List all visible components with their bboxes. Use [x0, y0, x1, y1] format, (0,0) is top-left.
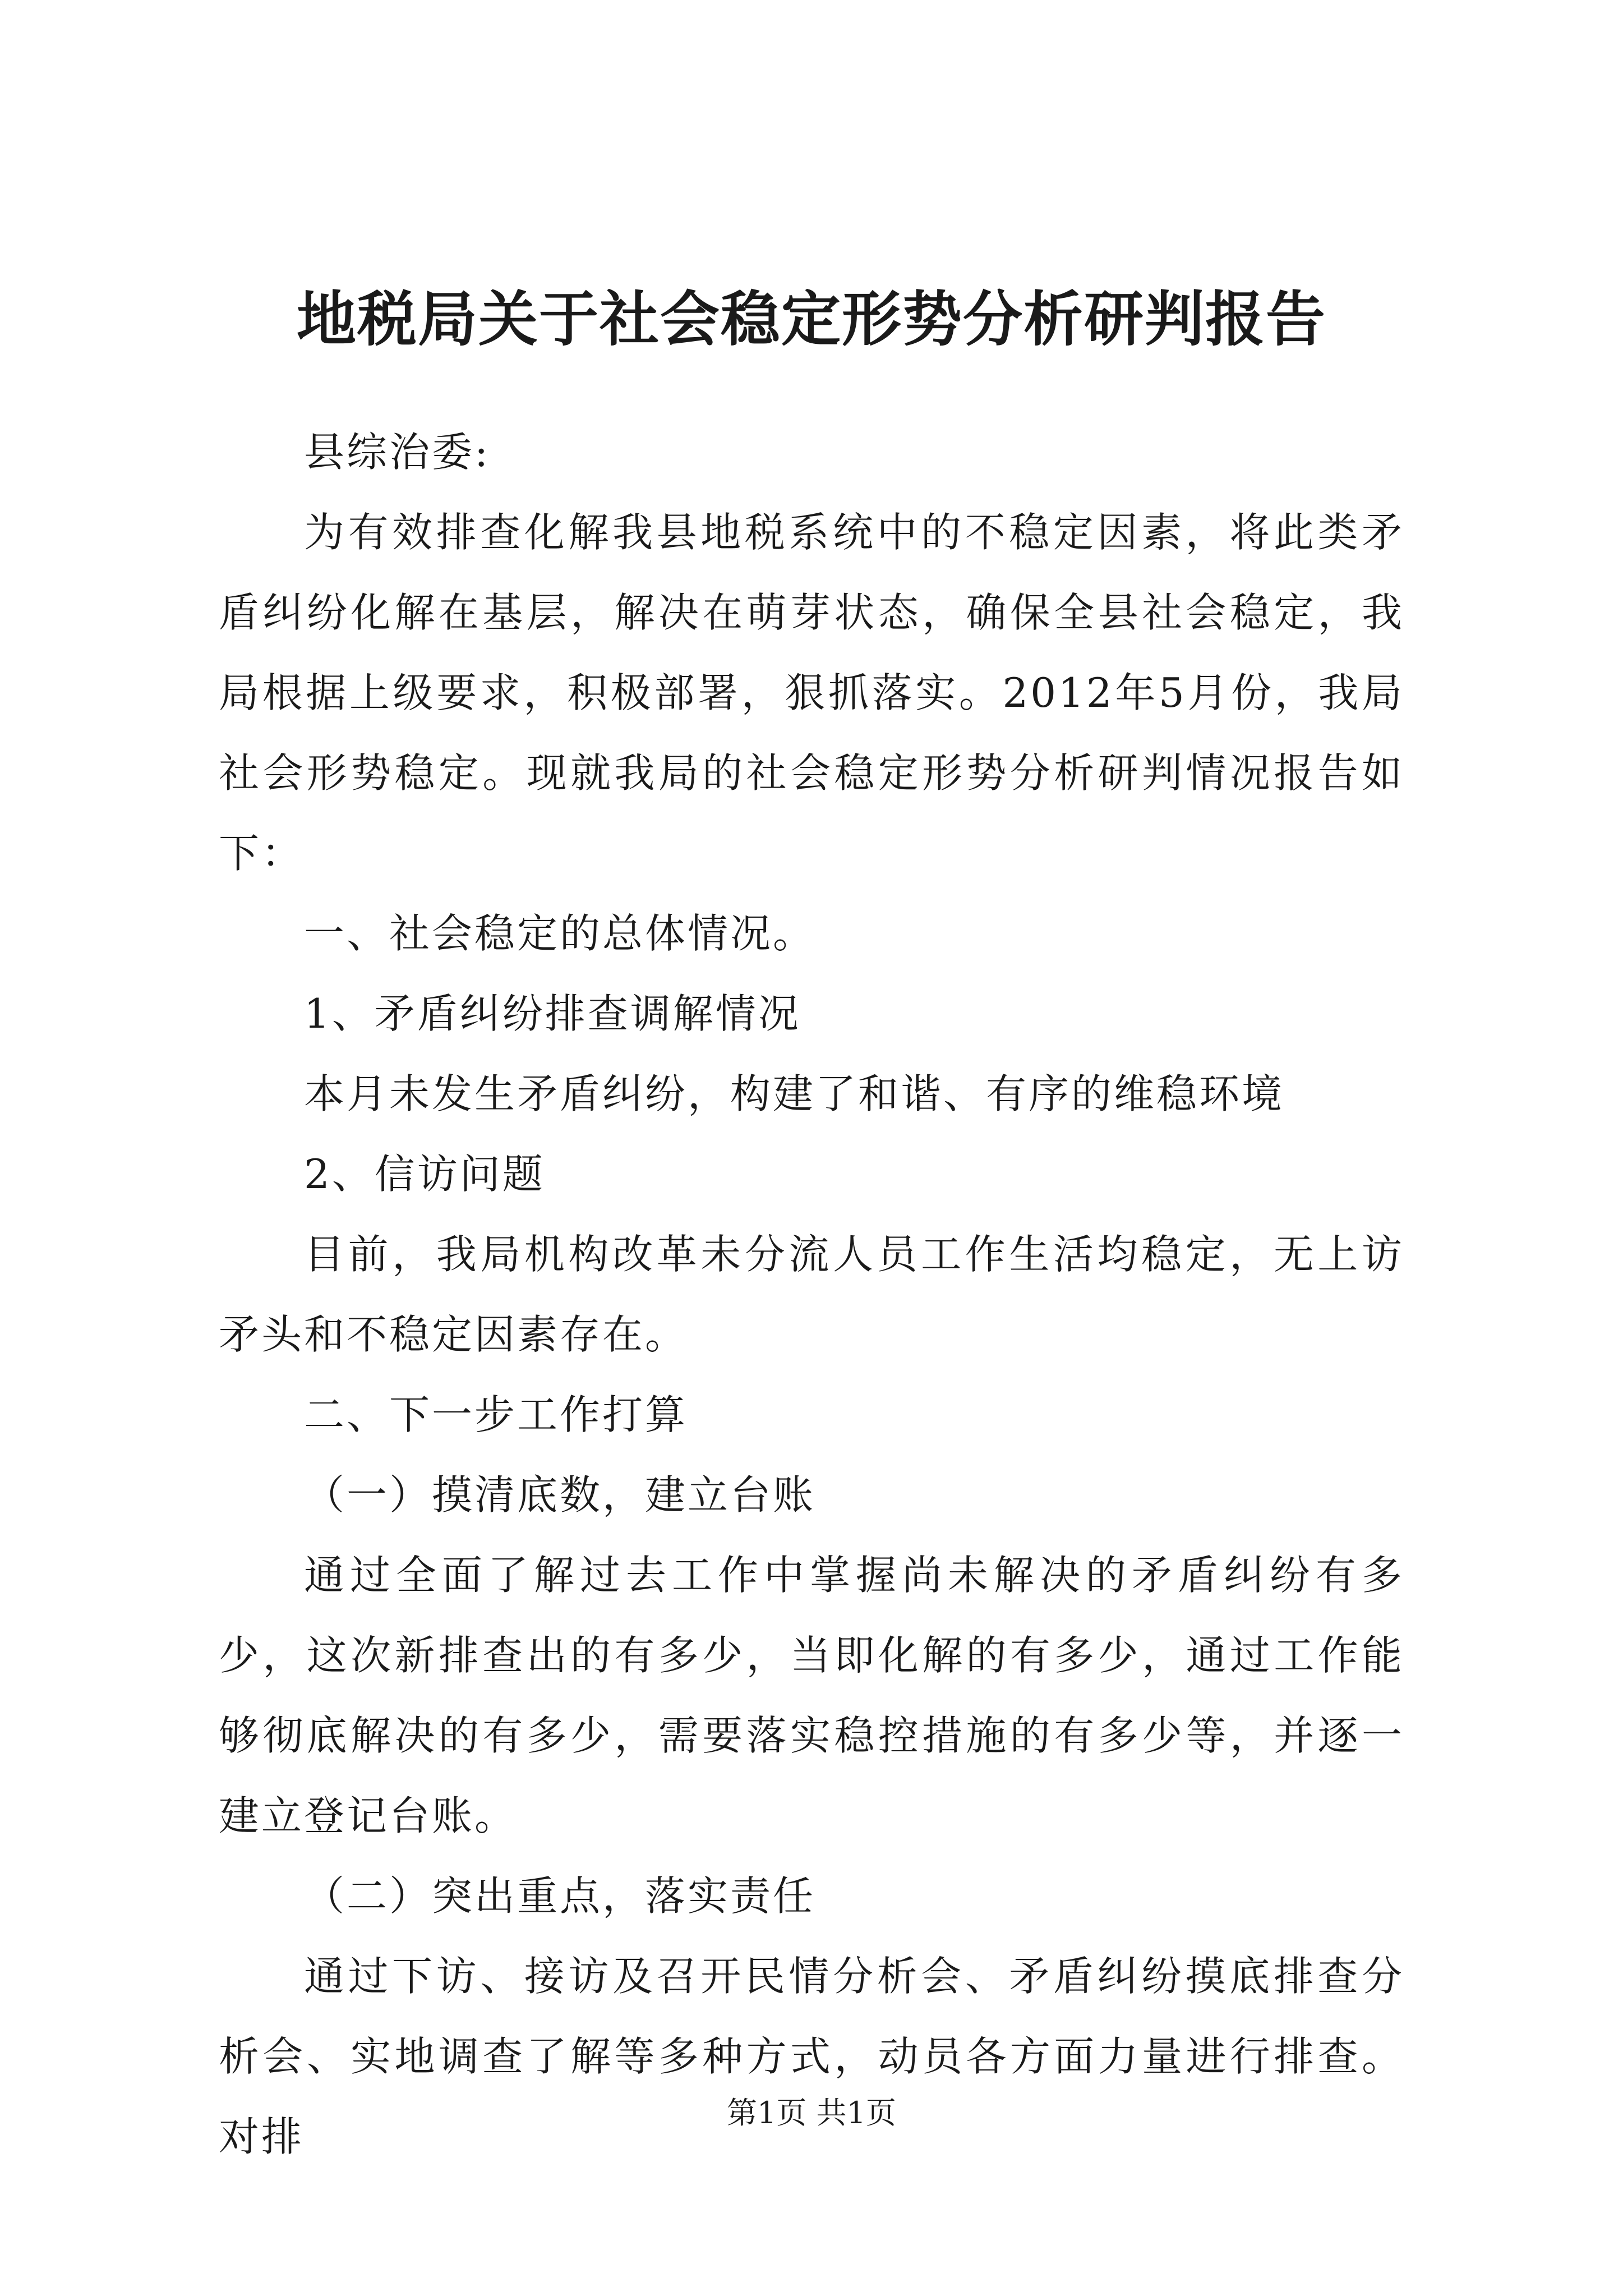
salutation: 县综治委: [304, 429, 491, 476]
dispute-paragraph: 本月未发生矛盾纠纷，构建了和谐、有序的维稳环境 [304, 1070, 1285, 1117]
subheading-baseline-ledger: （一）摸清底数，建立台账 [304, 1471, 816, 1519]
petition-paragraph: 目前，我局机构改革未分流人员工作生活均稳定，无上访矛头和不稳定因素存在。 [219, 1231, 1404, 1358]
document-body [219, 412, 1404, 2177]
ledger-paragraph: 通过全面了解过去工作中掌握尚未解决的矛盾纠纷有多少，这次新排查出的有多少，当即化解的有多少，通过工作能够彻底解决的有多少，需要落实稳控措施的有多少等，并逐一建立登记台账。 [219, 1552, 1404, 1839]
subheading-petition: 2、信访问题 [304, 1151, 545, 1198]
section-heading-overall: 一、社会稳定的总体情况。 [304, 910, 816, 957]
intro-paragraph: 为有效排查化解我县地税系统中的不稳定因素，将此类矛盾纠纷化解在基层，解决在萌芽状态，确保全县社会稳定，我局根据上级要求，积极部署，狠抓落实。2012年5月份，我局社会形势稳定。现就我局的社会稳定形势分析研判情况报告如下： [219, 509, 1404, 877]
document-title: 地税局关于社会稳定形势分析研判报告 [297, 284, 1326, 354]
investigation-paragraph: 通过下访、接访及召开民情分析会、矛盾纠纷摸底排查分析会、实地调查了解等多种方式，动员各方面力量进行排查。对排 [219, 1953, 1404, 2160]
subheading-key-responsibility: （二）突出重点，落实责任 [304, 1872, 816, 1920]
subheading-dispute-mediation: 1、矛盾纠纷排查调解情况 [304, 990, 801, 1037]
page-footer: 第1页 共1页 [727, 2095, 896, 2131]
section-heading-next-steps: 二、下一步工作打算 [304, 1391, 688, 1438]
